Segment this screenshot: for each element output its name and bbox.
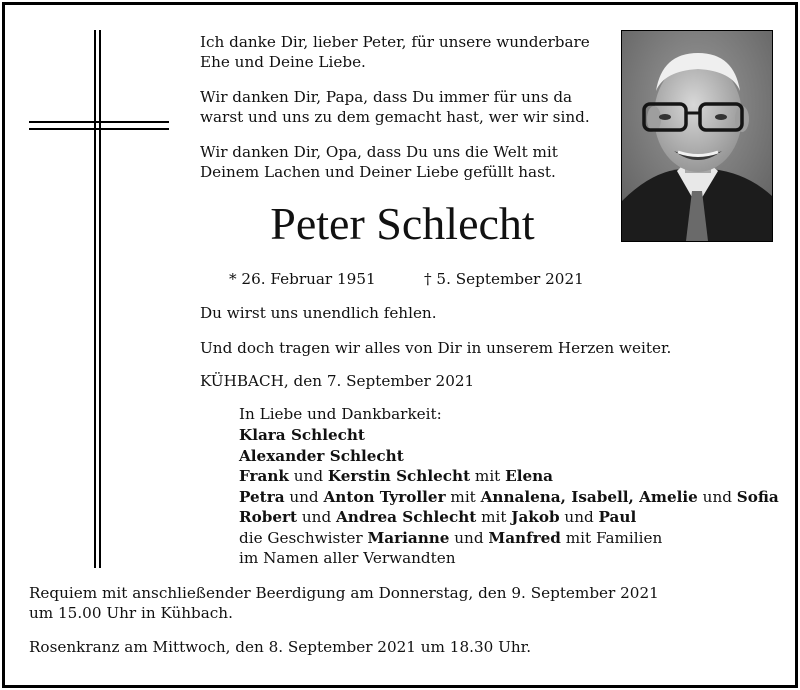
mourner-line xyxy=(239,547,456,569)
mourner-name: Marianne xyxy=(367,528,450,547)
mourner-name: Alexander Schlecht xyxy=(239,446,404,465)
rosary-line: Rosenkranz am Mittwoch, den 8. September 2021 um 18.30 Uhr. xyxy=(29,638,532,656)
verse-1-line-2: Ehe und Deine Liebe. xyxy=(200,53,366,71)
verse-3-line-1: Wir danken Dir, Opa, dass Du uns die Welt mit xyxy=(200,143,558,161)
message-carry: Und doch tragen wir alles von Dir in unserem Herzen weiter. xyxy=(200,339,672,357)
requiem-line-1: Requiem mit anschließender Beerdigung am Donnerstag, den 9. September 2021 xyxy=(29,584,659,602)
verse-1-line-1: Ich danke Dir, lieber Peter, für unsere wunderbare xyxy=(200,33,590,51)
mourner-name: Frank xyxy=(239,467,289,485)
mourner-name: Elena xyxy=(505,467,554,485)
mourner-connector: und xyxy=(288,467,328,485)
mourner-line xyxy=(239,424,365,446)
death-date: † 5. September 2021 xyxy=(424,270,584,288)
mourner-connector: und xyxy=(559,508,599,526)
mourner-name: Sofia xyxy=(736,487,779,506)
mourners-intro: In Liebe und Dankbarkeit: xyxy=(239,405,442,423)
mourner-name: Anton Tyroller xyxy=(323,487,446,506)
verse-3-line-2: Deinem Lachen und Deiner Liebe gefüllt hast. xyxy=(200,163,556,181)
latin-cross-icon xyxy=(94,30,101,568)
place-date: KÜHBACH, den 7. September 2021 xyxy=(200,372,475,390)
mourner-connector: mit xyxy=(470,467,506,485)
mourner-connector: mit xyxy=(445,487,481,506)
deceased-name: Peter Schlecht xyxy=(270,198,535,249)
mourner-name: Andrea Schlecht xyxy=(336,508,477,526)
mourner-line xyxy=(239,506,636,528)
message-miss: Du wirst uns unendlich fehlen. xyxy=(200,304,437,322)
mourner-line xyxy=(239,486,779,508)
mourner-line xyxy=(239,445,404,467)
mourner-connector: und xyxy=(297,508,337,526)
mourner-name: Robert xyxy=(239,508,298,526)
mourner-name: Paul xyxy=(598,508,637,526)
mourner-connector: mit xyxy=(476,508,512,526)
mourner-connector: die Geschwister xyxy=(239,528,368,547)
mourner-connector: mit Familien xyxy=(560,528,663,547)
mourner-connector: und xyxy=(697,487,737,506)
mourner-name: Kerstin Schlecht xyxy=(327,467,471,485)
mourner-name: Manfred xyxy=(488,528,561,547)
birth-date: * 26. Februar 1951 xyxy=(229,270,376,288)
requiem-line-2: um 15.00 Uhr in Kühbach. xyxy=(29,604,233,622)
mourner-name: Petra xyxy=(239,487,285,506)
mourner-connector: und xyxy=(284,487,324,506)
mourner-name: Annalena, Isabell, Amelie xyxy=(480,487,698,506)
mourner-name: Klara Schlecht xyxy=(239,426,365,444)
verse-2-line-1: Wir danken Dir, Papa, dass Du immer für uns da xyxy=(200,88,573,106)
latin-cross-icon-bar xyxy=(29,121,169,130)
mourner-line xyxy=(239,527,662,549)
mourner-connector: und xyxy=(449,528,489,547)
verse-2-line-2: warst und uns zu dem gemacht hast, wer wir sind. xyxy=(200,108,590,126)
mourner-name: Jakob xyxy=(511,508,560,526)
mourner-connector: im Namen aller Verwandten xyxy=(239,549,456,567)
mourner-line xyxy=(239,465,553,487)
